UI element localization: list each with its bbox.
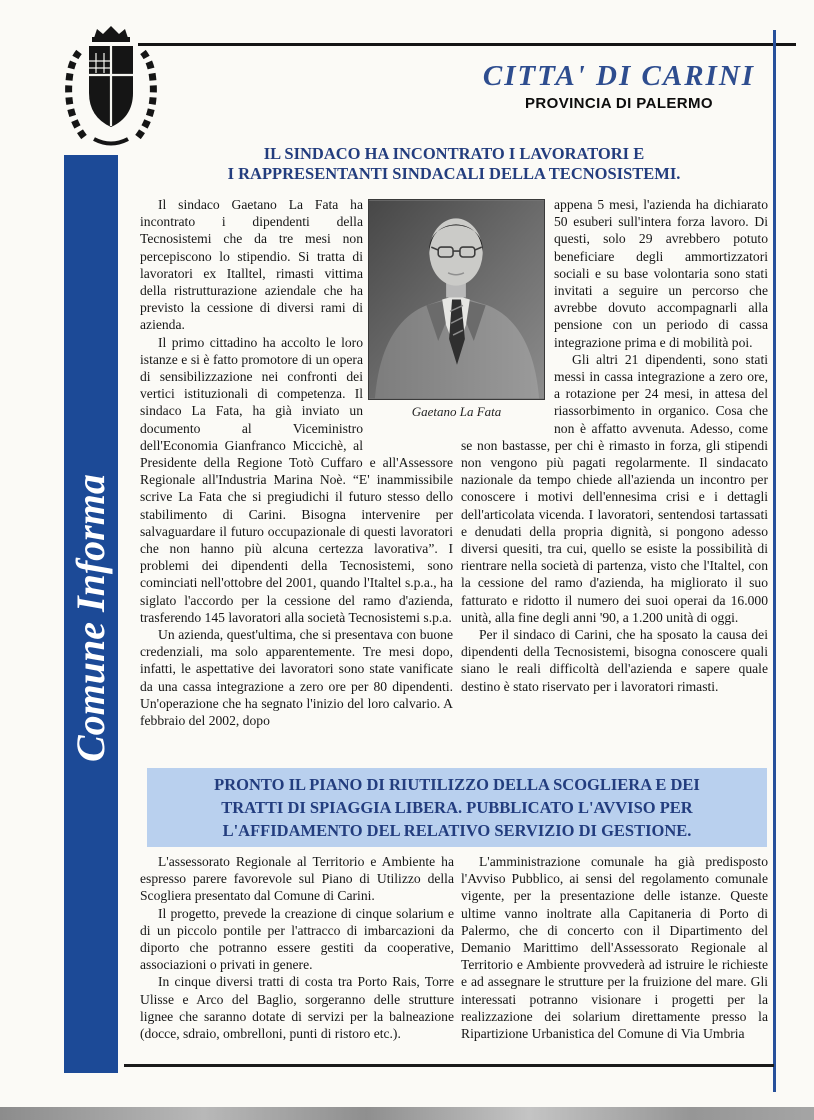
- article1-paragraph: Un azienda, quest'ultima, che si presentava con buone credenziali, ma solo apparentemente. Tre mesi dopo, infatti, le aspettative dei lavoratori sono state vanificate da una cassa integrazione a zero ore per 80 dipendenti. Un'operazione che ha segnato l'inizio del loro calvario. A febbraio del 2002, dopo: [140, 627, 453, 729]
- footer-divider-line: [124, 1064, 774, 1067]
- article1-paragraph: Il primo cittadino ha accolto le loro istanze e si è fatto promotore di un opera di sensibilizzazione nei confronti dei vertici istituzionali di competenza. Il sindaco La Fata, ha già inviato un documento al Viceministro dell'Economia Gianfranco Miccichè, al Presidente della Regione Totò Cuffaro e all'Assessore Regionale all'Industria Marina Noè. “E' inammissibile scrive La Fata che si pregiudichi il futuro stesso dello stabilimento di Carini. Bisogna intervenire per salvaguardare il futuro occupazionale di questi lavoratori che non hanno più alcuna certezza lavorativa”. I problemi dei dipendenti della Tecnosistemi, sono cominciati nell'ottobre del 2001, quando l'Italtel s.p.a., ha siglato l'accordo per la cessione del ramo d'azienda, trasferendo 145 lavoratori alla società Tecnosistemi s.p.a.: [140, 334, 453, 625]
- photo-caption: Gaetano La Fata: [411, 404, 502, 419]
- article1-paragraph: appena 5 mesi, l'azienda ha dichiarato 50 esuberi sull'intera forza lavoro. Di questi, solo 29 avrebbero potuto beneficiare degli ammortizzatori sociali e su base volontaria sono stati invitati a seguire un percorso che avrebbe dovuto accompagnarli alla pensione con un periodo di cassa integrazione prima e di mobilità poi.: [554, 197, 768, 350]
- article1-headline-line2: I RAPPRESENTANTI SINDACALI DELLA TECNOSISTEMI.: [227, 164, 681, 183]
- article2-headline-line3: L'AFFIDAMENTO DEL RELATIVO SERVIZIO DI GESTIONE.: [222, 821, 692, 840]
- article2-left-column: [140, 853, 454, 1065]
- sidebar-band: [64, 155, 118, 1073]
- article2-paragraph: L'assessorato Regionale al Territorio e Ambiente ha espresso parere favorevole sul Piano di Utilizzo della Scogliera presentato dal Comune di Carini.: [140, 854, 454, 904]
- header-divider-line: [138, 43, 796, 46]
- article1-headline: [140, 144, 768, 184]
- mayor-portrait-photo: [368, 199, 545, 400]
- page-right-border-line: [773, 30, 776, 1092]
- masthead: [468, 60, 770, 112]
- article2-headline-banner: [147, 768, 767, 847]
- article2-paragraph: L'amministrazione comunale ha già predisposto l'Avviso Pubblico, ai sensi del regolamento comunale vigente, per la presentazione delle istanze. Queste ultime vanno inoltrate alla Capitaneria di Porto di Palermo, che di concerto con il Dipartimento del Demanio Marittimo dell'Assessorato Regionale al Territorio e Ambiente provvederà ad istruire le richieste e ad assegnare le strutture per la fruizione del mare. Gli interessati potranno visionare i progetti per la realizzazione dei solarium direttamente presso la Ripartizione Urbanistica del Comune di Via Umbria: [461, 854, 768, 1042]
- article2-paragraph: Il progetto, prevede la creazione di cinque solarium e di un piccolo pontile per l'attracco di imbarcazioni da diporto che potranno essere gestiti da cooperative, associazioni o privati in genere.: [140, 905, 454, 973]
- coat-of-arms-icon: [56, 22, 166, 154]
- article1-paragraph: Per il sindaco di Carini, che ha sposato la causa dei dipendenti della Tecnosistemi, bisogna conoscere quali siano le reali difficoltà dell'azienda e sapere quale destino è stato riservato per i lavoratori rimasti.: [461, 627, 768, 694]
- article1-paragraph: Il sindaco Gaetano La Fata ha incontrato i dipendenti della Tecnosistemi che da tre mesi non percepiscono lo stipendio. Si tratta di lavoratori ex Italltel, rimasti vittima della ristrutturazione aziendale che ha previsto la cessione di diversi rami di azienda.: [140, 197, 363, 333]
- article2-headline-line1: PRONTO IL PIANO DI RIUTILIZZO DELLA SCOGLIERA E DEI: [214, 775, 700, 794]
- city-title: CITTA' DI CARINI: [482, 60, 756, 92]
- scanner-edge-strip: [0, 1107, 814, 1120]
- sidebar-label: Comune Informa: [68, 474, 113, 762]
- article2-headline-line2: TRATTI DI SPIAGGIA LIBERA. PUBBLICATO L'AVVISO PER: [221, 798, 693, 817]
- article1-headline-line1: IL SINDACO HA INCONTRATO I LAVORATORI E: [263, 144, 645, 163]
- article2-paragraph: In cinque diversi tratti di costa tra Porto Rais, Torre Ulisse e Arco del Baglio, sorgeranno delle strutture lignee che saranno dotate di servizi per la balneazione (docce, sdraio, ombrelloni, punti di ristoro etc.).: [140, 974, 454, 1042]
- province-subtitle: PROVINCIA DI PALERMO: [524, 95, 713, 112]
- article1-paragraph: Gli altri 21 dipendenti, sono stati messi in cassa integrazione a zero ore, a rotazione per 24 mesi, in attesa del riassorbimento in organico. Cosa che non è affatto avvenuta. Adesso, come se non bastasse, per chi è rimasto in forza, gli stipendi non vengono più pagati regolarmente. Il sindacato nazionale da tempo chiede all'azienda un incontro per conoscere i motivi dell'ennesima crisi e i dettagli dell'articolata vicenda. I lavoratori, sentendosi tartassati e denudati della propria dignità, si pongono adesso diversi quesiti, tra cui, quello se esiste la possibilità di rientrare nella società di partenza, visto che l'Italtel, con la cessione del ramo d'azienda, ha migliorato il suo fatturato e ridotto il numero dei suoi operai da 16.000 unità, alla fine degli anni '90, a 1.200 unità di oggi.: [461, 351, 768, 625]
- article2-right-column: [461, 853, 768, 1065]
